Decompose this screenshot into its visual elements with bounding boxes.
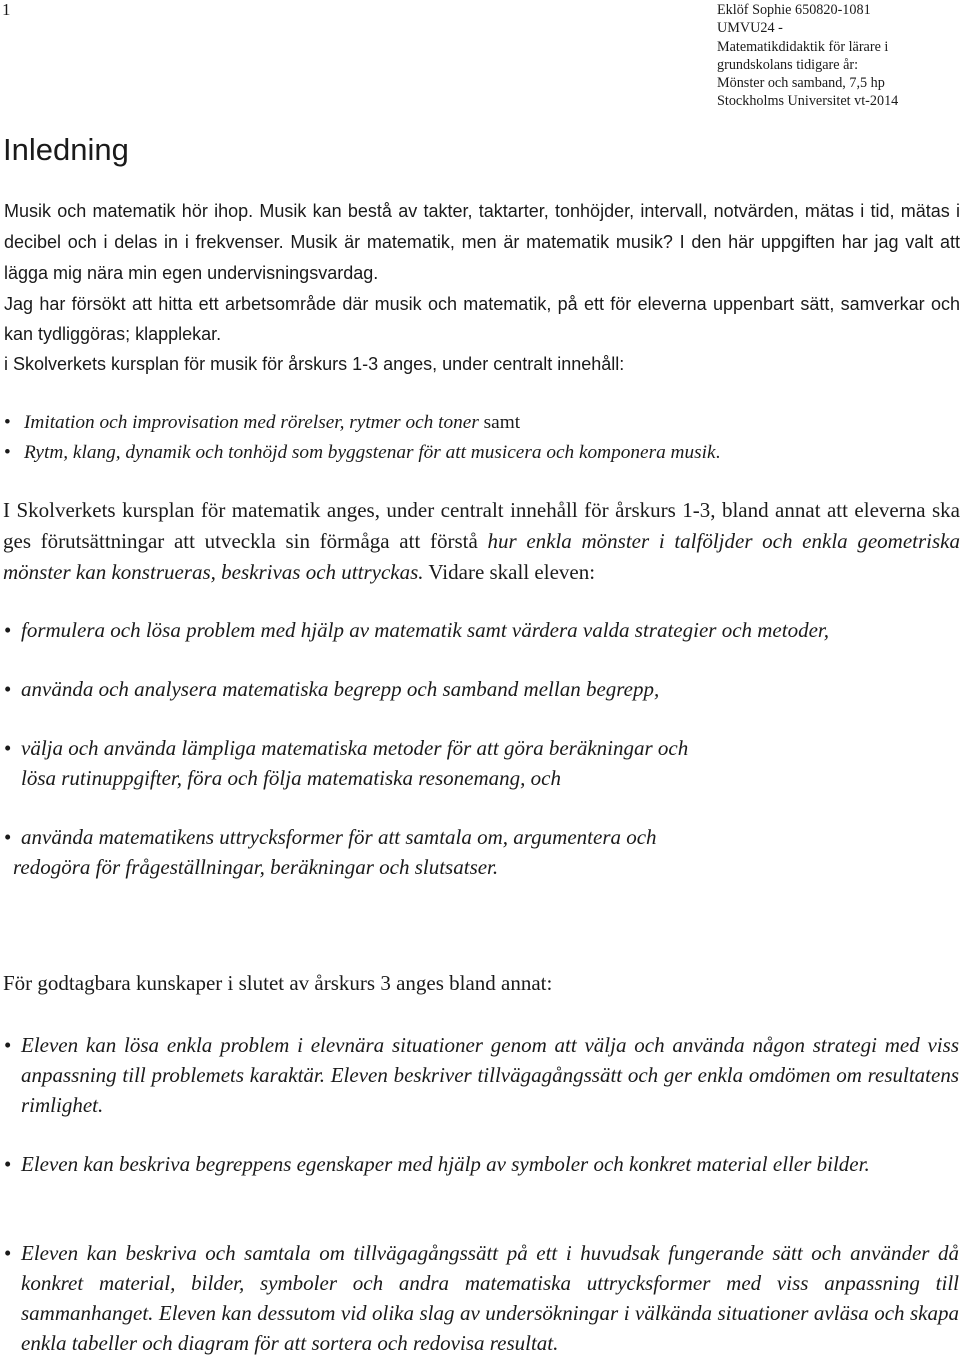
list-item: [4, 615, 829, 645]
math-para-italic: hur enkla mönster i talföljder och enkla geometriska mönster kan konstrueras, beskrivas och uttryckas.: [3, 529, 960, 584]
list-item-text: formulera och lösa problem med hjälp av matematik samt värdera valda strategier och metoder,: [21, 618, 829, 642]
requirements-list: [4, 1238, 959, 1358]
list-item-text: använda och analysera matematiska begrepp och samband mellan begrepp,: [21, 677, 660, 701]
intro-paragraph-1: [4, 196, 960, 289]
header-line-author: Eklöf Sophie 650820-1081: [717, 2, 871, 18]
list-item-plain: .: [715, 442, 721, 463]
list-item: • Eleven kan beskriva och samtala om tillvägagångssätt på ett i huvudsak fungerande sätt och använder då konkret material, bilder, symboler och andra matematiska uttrycksformer med viss anpassning till sammanhanget. Eleven kan dessutom vid olika slag av undersökningar i välkända situationer avläsa och skapa enkla tabeller och diagram för att sortera och redovisa resultat.: [4, 1238, 959, 1358]
list-item-plain: samt: [478, 412, 521, 433]
author-course-header: [717, 1, 898, 111]
list-item-italic: Rytm, klang, dynamik och tonhöjd som byggstenar för att musicera och komponera musik: [24, 442, 716, 463]
header-line-course-topic: Mönster och samband, 7,5 hp: [717, 75, 885, 92]
requirements-intro: För godtagbara kunskaper i slutet av årskurs 3 anges bland annat:: [3, 971, 553, 995]
list-item-text: • använda matematikens uttrycksformer för att samtala om, argumentera och: [21, 825, 657, 849]
intro-text-1b: I den här uppgiften har jag valt att lägga mig nära min egen undervisningsvardag.: [4, 232, 960, 283]
math-curriculum-paragraph: [3, 495, 960, 588]
page-number: 1: [2, 0, 11, 19]
header-line-course-name: Matematikdidaktik för lärare i: [717, 38, 889, 55]
header-line-course-code: UMVU24 -: [717, 20, 783, 37]
intro-paragraph-3: i Skolverkets kursplan för musik för årskurs 1-3 anges, under centralt innehåll:: [4, 354, 625, 374]
requirements-list: [4, 1149, 959, 1179]
list-item-italic: Imitation och improvisation med rörelser, rytmer och toner: [24, 412, 479, 433]
list-item: [4, 408, 720, 438]
list-item: [4, 733, 688, 793]
intro-paragraph-2: Jag har försökt att hitta ett arbetsområde där musik och matematik, på ett för eleverna uppenbart sätt, samverkar och kan tydliggöras; klapplekar.: [4, 294, 960, 344]
math-abilities-list: [4, 822, 657, 882]
list-item: [4, 822, 657, 882]
intro-section: [4, 196, 960, 379]
math-para-plain-1: I Skolverkets kursplan för matematik anges, under centralt innehåll för årskurs 1-3, bland annat att eleverna ska ges förutsättningar att utveckla sin förmåga att förstå: [3, 498, 960, 553]
header-line-course-name-cont: grundskolans tidigare år:: [717, 56, 859, 73]
section-heading: Inledning: [3, 132, 129, 167]
list-item-text-cont: redogöra för frågeställningar, beräkningar och slutsatser.: [13, 855, 499, 879]
list-item: [4, 674, 659, 704]
list-item: [4, 438, 720, 468]
music-curriculum-list: [4, 408, 720, 468]
math-abilities-list: [4, 615, 829, 645]
header-line-university: Stockholms Universitet vt-2014: [717, 93, 899, 110]
list-item-text: • välja och använda lämpliga matematiska metoder för att göra beräkningar och: [21, 736, 689, 760]
math-para-plain-2: Vidare skall eleven:: [423, 560, 596, 584]
list-item: • Eleven kan beskriva begreppens egenskaper med hjälp av symboler och konkret material eller bilder.: [4, 1149, 959, 1179]
list-item: • Eleven kan lösa enkla problem i elevnära situationer genom att välja och använda någon strategi med viss anpassning till problemets karaktär. Eleven beskriver tillvägagångssätt och ger enkla omdömen om resultatens rimlighet.: [4, 1030, 959, 1120]
math-abilities-list: [4, 674, 659, 704]
list-item-text-cont: lösa rutinuppgifter, föra och följa matematiska resonemang, och: [21, 766, 561, 790]
intro-text-1: Musik och matematik hör ihop. Musik kan bestå av takter, taktarter, tonhöjder, intervall, notvärden, mätas i tid, mätas i decibel och i delas in i frekvenser. Musik är matematik, men är matematik musik?: [4, 201, 960, 252]
math-abilities-list: [4, 733, 688, 793]
requirements-list: [4, 1030, 959, 1120]
